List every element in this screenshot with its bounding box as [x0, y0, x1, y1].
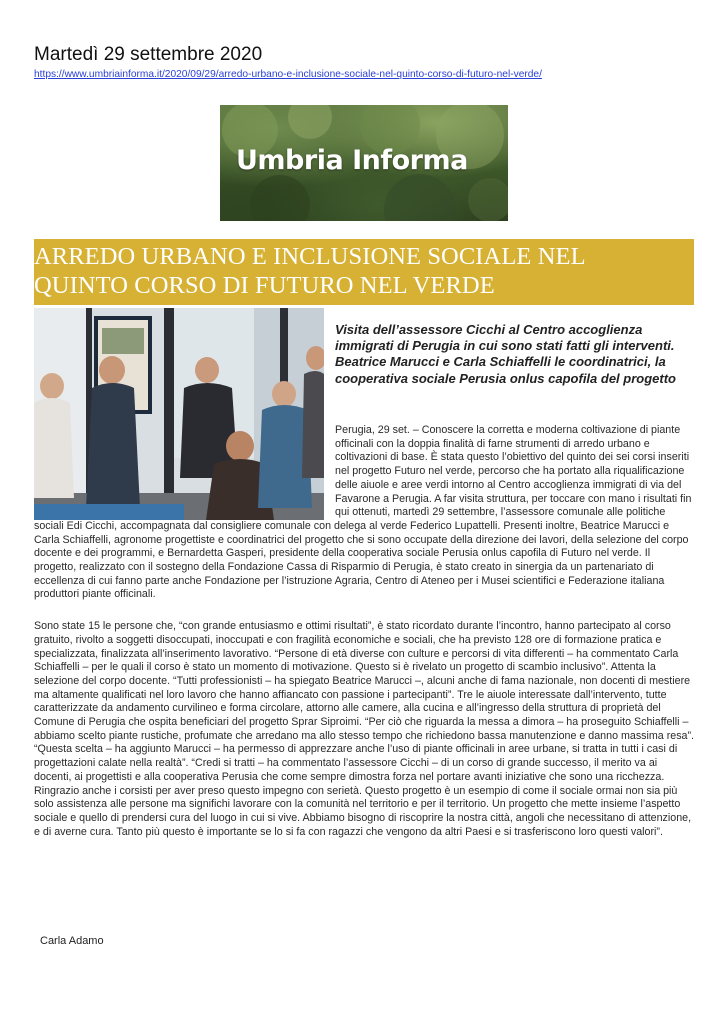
headline-line-1: ARREDO URBANO E INCLUSIONE SOCIALE NEL — [34, 243, 586, 270]
article-author: Carla Adamo — [40, 935, 104, 947]
article-paragraph-1: Perugia, 29 set. – Conoscere la corretta e moderna coltivazione di piante officinali con la doppia finalità di farne strumenti di arredo urbano e coltivazioni di base. È stata questo l’obiettivo del quinto dei sei corsi inseriti nel progetto Futuro nel verde, percorso che ha portato alla riqualificazione delle aiuole e aree verdi intorno al Centro accoglienza immigrati di via del Favarone a Perugia. A far visita struttura, per toccare con mano i risultati fin qui ottenuti, martedì 29 settembre, l’assessore comunale alle politiche sociali Edi Cicchi, accompagnata dal consigliere comunale con delega al verde Federico Lupattelli. Presenti inoltre, Beatrice Marucci e Carla Schiaffelli, agronome progettiste e coordinatrici del progetto che si sono occupate della direzione dei lavori, della selezione del corpo docente e dei programmi, e Bernardetta Gasperi, presidente della cooperativa sociale Perusia onlus capofila di Futuro nel verde. Il progetto, realizzato con il sostegno della Fondazione Cassa di Risparmio di Perugia, è stato creato in sinergia da un partenariato di eccellenza di cui fanno parte anche Fondazione per l’istruzione Agraria, Centro di Ateneo per i Musei scientifici e Federazione italiana produttori piante officinali. — [34, 424, 692, 601]
article-subtitle: Visita dell’assessore Cicchi al Centro accoglienza immigrati di Perugia in cui sono stati fatti gli interventi. Beatrice Marucci e Carla Schiaffelli le coordinatrici, la cooperativa sociale Perusia onlus capofila del progetto — [335, 322, 676, 386]
headline-band — [34, 239, 694, 305]
umbria-informa-logo — [220, 105, 508, 221]
logo-text: Umbria Informa — [236, 145, 468, 176]
article-paragraph-2: Sono state 15 le persone che, “con grande entusiasmo e ottimi risultati”, è stato ricordato durante l’incontro, hanno partecipato al corso gratuito, rivolto a soggetti disoccupati, inoccupati e con fragilità economiche e sociali, che ha previsto 128 ore di formazione pratica e specializzata, finalizzata all’inserimento lavorativo. “Persone di età diverse con culture e percorsi di vita differenti – ha commentato Carla Schiaffelli – per le quali il corso è stato un momento di motivazione. Questo si è rivelato un progetto di scambio inclusivo”. Attenta la selezione del corpo docente. “Tutti professionisti – ha spiegato Beatrice Marucci –, alcuni anche di fama nazionale, non docenti di mestiere ma altamente qualificati nel loro lavoro che hanno affiancato con passione i partecipanti”. Tre le aiuole interessate dall’intervento, tutte caratterizzate da andamento curvilineo e forma circolare, attorno alle camere, alla cucina e all’ingresso della struttura di proprietà del Comune di Perugia che ospita beneficiari del progetto Sprar Siproimi. “Per ciò che riguarda la messa a dimora – ha proseguito Schiaffelli – abbiamo scelto piante rustiche, profumate che arredano ma allo stesso tempo che richiedono bassa manutenzione e danno massima resa”. “Questa scelta – ha aggiunto Marucci – ha permesso di apprezzare anche l’uso di piante officinali in aree urbane, si tratta in tutti i casi di progettazioni calate nella realtà”. “Credi si tratti – ha commentato l’assessore Cicchi – di un corso di grande successo, il merito va ai docenti, ai progettisti e alla cooperativa Perusia che come sempre dimostra forza nel portare avanti iniziative che sono una ricchezza. Ringrazio anche i corsisti per aver preso questo impegno con serietà. Questo progetto è un esempio di come il sociale ormai non sia più solo assistenza alle persone ma significhi lavorare con la comunità nel territorio e per il territorio. Un progetto che mette insieme l’aspetto sociale e quello di prendersi cura del luogo in cui si vive. Abbiamo bisogno di riscoprire la nostra città, angoli che necessitano di attenzione, e di averne cura. Tanto più questo è importante se lo si fa con ragazzi che vengono da altri Paesi e si trasferiscono loro questi valori”. — [34, 620, 695, 838]
publication-date: Martedì 29 settembre 2020 — [34, 44, 263, 65]
source-url-link[interactable]: https://www.umbriainforma.it/2020/09/29/arredo-urbano-e-inclusione-sociale-nel-quinto-corso-di-futuro-nel-verde/ — [34, 69, 542, 80]
headline-line-2: QUINTO CORSO DI FUTURO NEL VERDE — [34, 272, 495, 299]
photo-wrap-spacer — [34, 424, 335, 516]
article-body — [34, 424, 695, 839]
article-headline — [34, 242, 694, 300]
